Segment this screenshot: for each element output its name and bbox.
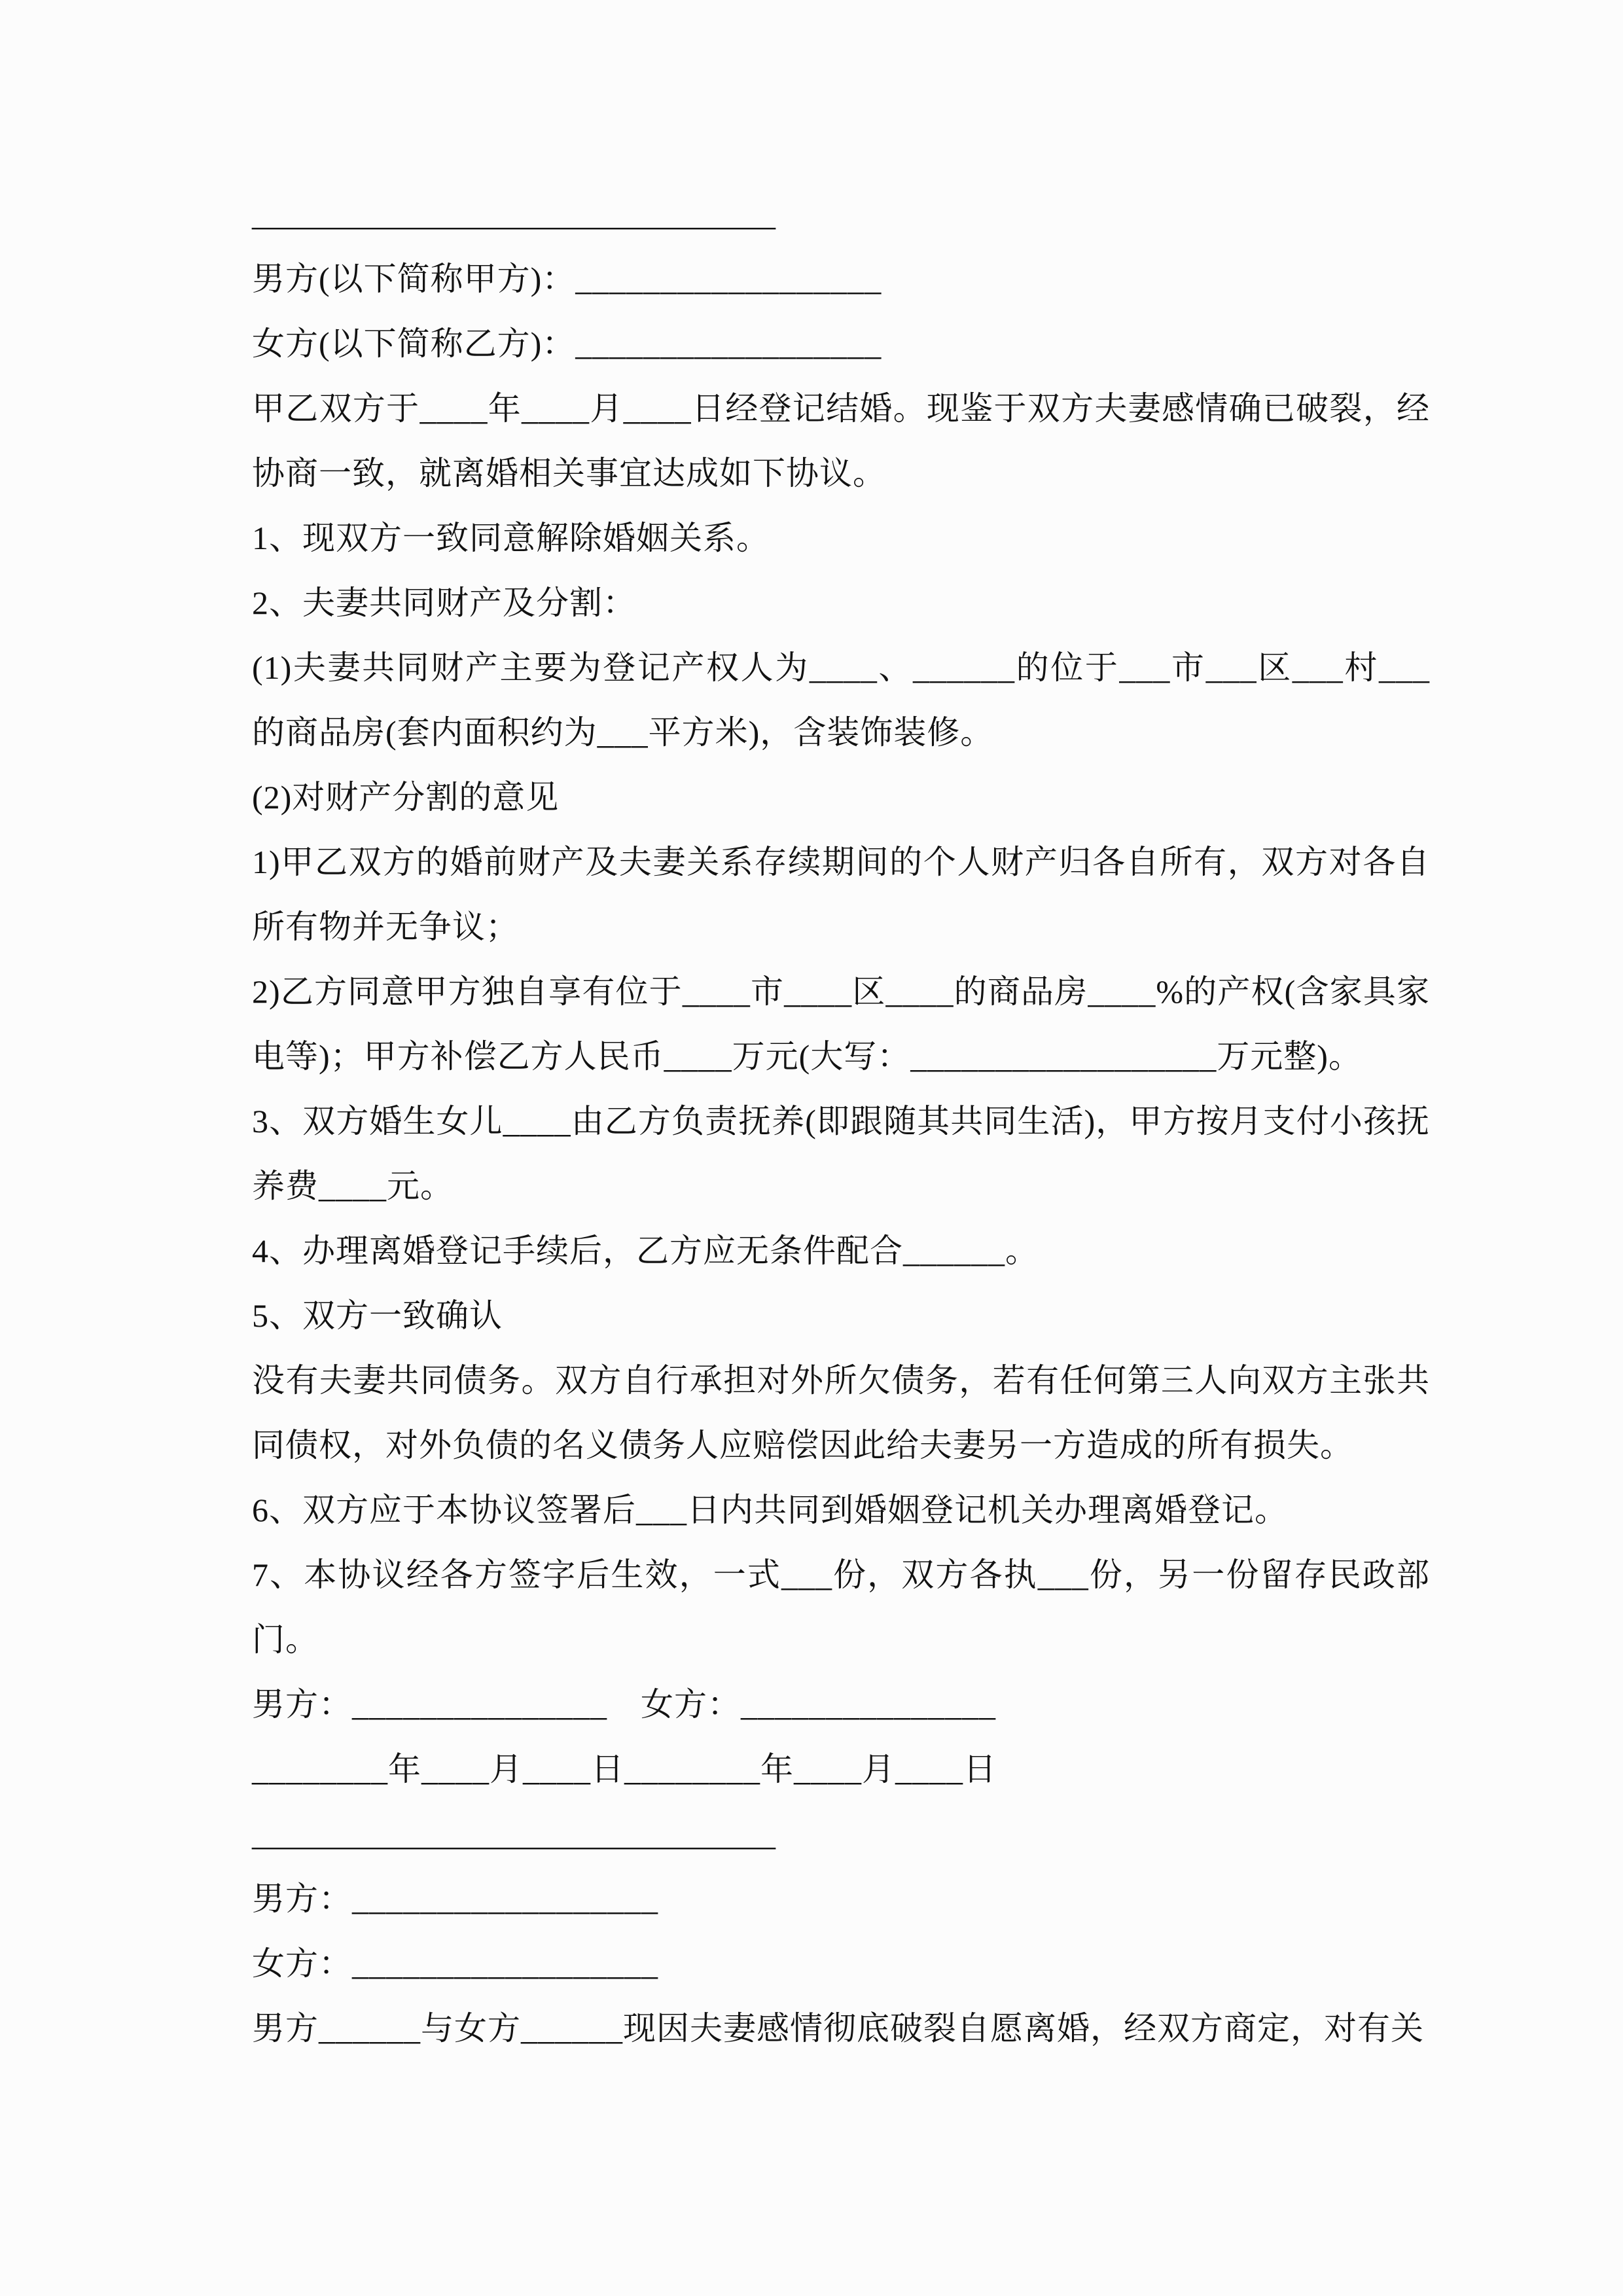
document-content [252,182,1430,2061]
line-wife-title: 女方(以下简称乙方)：__________________ [252,325,882,362]
item-2-1-property-description: (1)夫妻共同财产主要为登记产权人为____、______的位于___市___区___村___的商品房(套内面积约为___平方米)，含装饰装修。 [252,649,1430,751]
item-3-child-custody: 3、双方婚生女儿____由乙方负责抚养(即跟随其共同生活)，甲方按月支付小孩抚养费____元。 [252,1103,1430,1204]
item-2-2-1-premarital-property: 1)甲乙双方的婚前财产及夫妻关系存续期间的个人财产归各自所有，双方对各自所有物并无争议； [252,844,1430,945]
item-6-registration-deadline: 6、双方应于本协议签署后___日内共同到婚姻登记机关办理离婚登记。 [252,1492,1288,1528]
item-7-copies: 7、本协议经各方签字后生效，一式___份，双方各执___份，另一份留存民政部门。 [252,1556,1430,1658]
item-2-property-heading: 2、夫妻共同财产及分割： [252,584,636,621]
item-2-2-division-opinion-heading: (2)对财产分割的意见 [252,779,560,816]
line-husband-blank: 男方：__________________ [252,1880,658,1917]
signature-line: 男方：_______________ 女方：_______________ [252,1686,996,1723]
line-husband-title: 男方(以下简称甲方)：__________________ [252,260,882,297]
separator-line-top: ________________________________ [252,196,776,232]
line-wife-blank: 女方：__________________ [252,1945,658,1982]
item-2-2-2-property-ownership-compensation: 2)乙方同意甲方独自享有位于____市____区____的商品房____%的产权(含家具家电等)；甲方补偿乙方人民币____万元(大写：__________________万元整)。 [252,973,1430,1075]
para-no-joint-debt: 没有夫妻共同债务。双方自行承担对外所欠债务，若有任何第三人向双方主张共同债权，对外负债的名义债务人应赔偿因此给夫妻另一方造成的所有损失。 [252,1362,1430,1463]
item-4-cooperation-after-registration: 4、办理离婚登记手续后，乙方应无条件配合______。 [252,1232,1039,1269]
para-marriage-registration: 甲乙双方于____年____月____日经登记结婚。现鉴于双方夫妻感情确已破裂，经协商一致，就离婚相关事宜达成如下协议。 [252,390,1430,492]
item-1-dissolve-marriage: 1、现双方一致同意解除婚姻关系。 [252,520,770,556]
date-line: ________年____月____日________年____月____日 [252,1751,997,1787]
separator-line-middle: ________________________________ [252,1816,776,1852]
para-second-agreement-intro: 男方______与女方______现因夫妻感情彻底破裂自愿离婚，经双方商定，对有关 [252,2010,1424,2047]
item-5-confirmation-heading: 5、双方一致确认 [252,1297,503,1334]
